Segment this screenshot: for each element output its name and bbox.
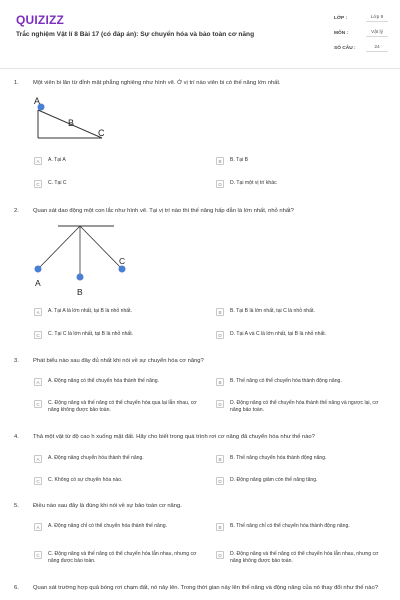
option-letter-badge: A (34, 455, 42, 463)
question-text: Phát biểu nào sau đây đủ nhất khi nói về sự chuyển hóa cơ năng? (33, 358, 204, 364)
point-b-label: B (77, 287, 83, 297)
question-text: Điều nào sau đây là đúng khi nói về sự bảo toàn cơ năng. (33, 503, 182, 509)
answer-option[interactable] (34, 551, 198, 564)
option-letter-badge: B (216, 455, 224, 463)
option-letter-badge: B (216, 157, 224, 165)
quizizz-logo: QUIZIZZ (16, 13, 65, 27)
option-text: A. Tại A là lớn nhất, tại B là nhỏ nhất. (48, 308, 132, 314)
question-text: Một viên bi lăn từ đỉnh mặt phẳng nghiêng như hình vẽ. Ở vị trí nào viên bi có thế năng lớn nhất. (33, 80, 281, 86)
point-a-label: A (35, 278, 41, 288)
option-letter-badge: A (34, 157, 42, 165)
option-text: B. Thế năng chuyển hóa thành động năng. (230, 455, 327, 461)
question-number: 3. (14, 358, 19, 364)
pendulum-figure (28, 222, 138, 302)
option-text: A. Động năng có thể chuyển hóa thành thế năng. (48, 378, 160, 384)
pendulum-bob-c (119, 266, 126, 273)
grade-label: LỚP : (334, 16, 348, 21)
option-letter-badge: B (216, 308, 224, 316)
option-text: B. Thế năng có thể chuyển hóa thành động năng. (230, 378, 342, 384)
option-letter-badge: C (34, 400, 42, 408)
answer-option[interactable] (216, 455, 380, 463)
question-number: 4. (14, 434, 19, 440)
answer-option[interactable] (34, 400, 198, 413)
answer-option[interactable] (34, 477, 198, 485)
question-text: Quan sát trường hợp quả bóng rơi chạm đất, nó nảy lên. Trong thời gian nảy lên thế năng và động năng của nó thay đổi như thế nào? (33, 585, 378, 591)
answer-option[interactable] (216, 180, 380, 188)
question-text: Thả một vật từ độ cao h xuống mặt đất. Hãy cho biết trong quá trình rơi cơ năng đã chuyển hóa như thế nào? (33, 434, 315, 440)
option-text: B. Tại B (230, 157, 249, 163)
answer-option[interactable] (216, 157, 380, 165)
answer-option[interactable] (216, 378, 380, 386)
worksheet-header (0, 0, 400, 69)
pendulum-string-a (38, 226, 80, 269)
answer-option[interactable] (216, 523, 380, 531)
grade-value: Lớp 8 (366, 15, 388, 22)
option-text: C. Không có sự chuyển hóa nào. (48, 477, 123, 483)
option-text: C. Động năng và thế năng có thể chuyển hóa lẫn nhau, nhưng cơ năng được bảo toàn. (48, 551, 197, 564)
answer-option[interactable] (34, 308, 198, 316)
answer-option[interactable] (34, 378, 198, 386)
question-text: Quan sát dao động một con lắc như hình vẽ. Tại vị trí nào thì thế năng hấp dẫn là lớn nhất, nhỏ nhất? (33, 208, 294, 214)
point-b-label: B (68, 118, 75, 128)
option-letter-badge: A (34, 308, 42, 316)
option-letter-badge: B (216, 378, 224, 386)
point-c-label: C (119, 256, 126, 266)
answer-option[interactable] (216, 477, 380, 485)
answer-option[interactable] (216, 551, 380, 564)
pendulum-bob-b (77, 274, 84, 281)
question-count-label: SỐ CÂU : (334, 46, 356, 51)
option-text: A. Tại A (48, 157, 66, 163)
option-letter-badge: A (34, 523, 42, 531)
option-letter-badge: D (216, 180, 224, 188)
inclined-plane-figure (30, 96, 110, 146)
option-letter-badge: A (34, 378, 42, 386)
option-letter-badge: C (34, 331, 42, 339)
subject-label: MÔN : (334, 31, 349, 36)
answer-option[interactable] (34, 455, 198, 463)
option-text: B. Tại B là lớn nhất, tại C là nhỏ nhất. (230, 308, 315, 314)
answer-option[interactable] (34, 180, 198, 188)
subject-value: Vật lý (366, 30, 388, 37)
worksheet-title: Trắc nghiệm Vật lí 8 Bài 17 (có đáp án): Sự chuyển hóa và bảo toàn cơ năng (16, 31, 255, 38)
option-text: D. Động năng có thể chuyển hóa thành thế năng và ngược lại, cơ năng bảo toàn. (230, 400, 379, 413)
option-text: D. Tại một vị trí khác (230, 180, 277, 186)
option-text: D. Động năng và thế năng có thể chuyển hóa lẫn nhau, nhưng cơ năng không được bảo toàn. (230, 551, 379, 564)
answer-option[interactable] (216, 308, 380, 316)
question-number: 6. (14, 585, 19, 591)
question-count-value: 24 (366, 45, 388, 52)
option-letter-badge: D (216, 331, 224, 339)
option-letter-badge: D (216, 551, 224, 559)
question-number: 1. (14, 80, 19, 86)
question-number: 2. (14, 208, 19, 214)
point-c-label: C (98, 128, 105, 138)
option-text: C. Tại C là lớn nhất, tại B là nhỏ nhất. (48, 331, 134, 337)
option-letter-badge: C (34, 180, 42, 188)
option-letter-badge: D (216, 400, 224, 408)
answer-option[interactable] (216, 400, 380, 413)
option-letter-badge: B (216, 523, 224, 531)
point-a-label: A (34, 96, 41, 106)
pendulum-bob-a (35, 266, 42, 273)
option-text: D. Tại A và C là lớn nhất, tại B là nhỏ nhất. (230, 331, 327, 337)
option-text: B. Thế năng chỉ có thể chuyển hóa thành động năng. (230, 523, 350, 529)
answer-option[interactable] (34, 331, 198, 339)
option-text: A. Động năng chỉ có thể chuyển hóa thành thế năng. (48, 523, 167, 529)
option-text: C. Tại C (48, 180, 67, 186)
option-text: C. Động năng và thế năng có thể chuyển hóa qua lại lẫn nhau, cơ năng không được bảo toàn. (48, 400, 197, 413)
option-letter-badge: C (34, 477, 42, 485)
option-letter-badge: D (216, 477, 224, 485)
option-letter-badge: C (34, 551, 42, 559)
answer-option[interactable] (216, 331, 380, 339)
answer-option[interactable] (34, 157, 198, 165)
option-text: D. Động năng giảm còn thế năng tăng. (230, 477, 318, 483)
option-text: A. Động năng chuyển hóa thành thế năng. (48, 455, 144, 461)
answer-option[interactable] (34, 523, 198, 531)
question-number: 5. (14, 503, 19, 509)
pendulum-string-c (80, 226, 122, 269)
